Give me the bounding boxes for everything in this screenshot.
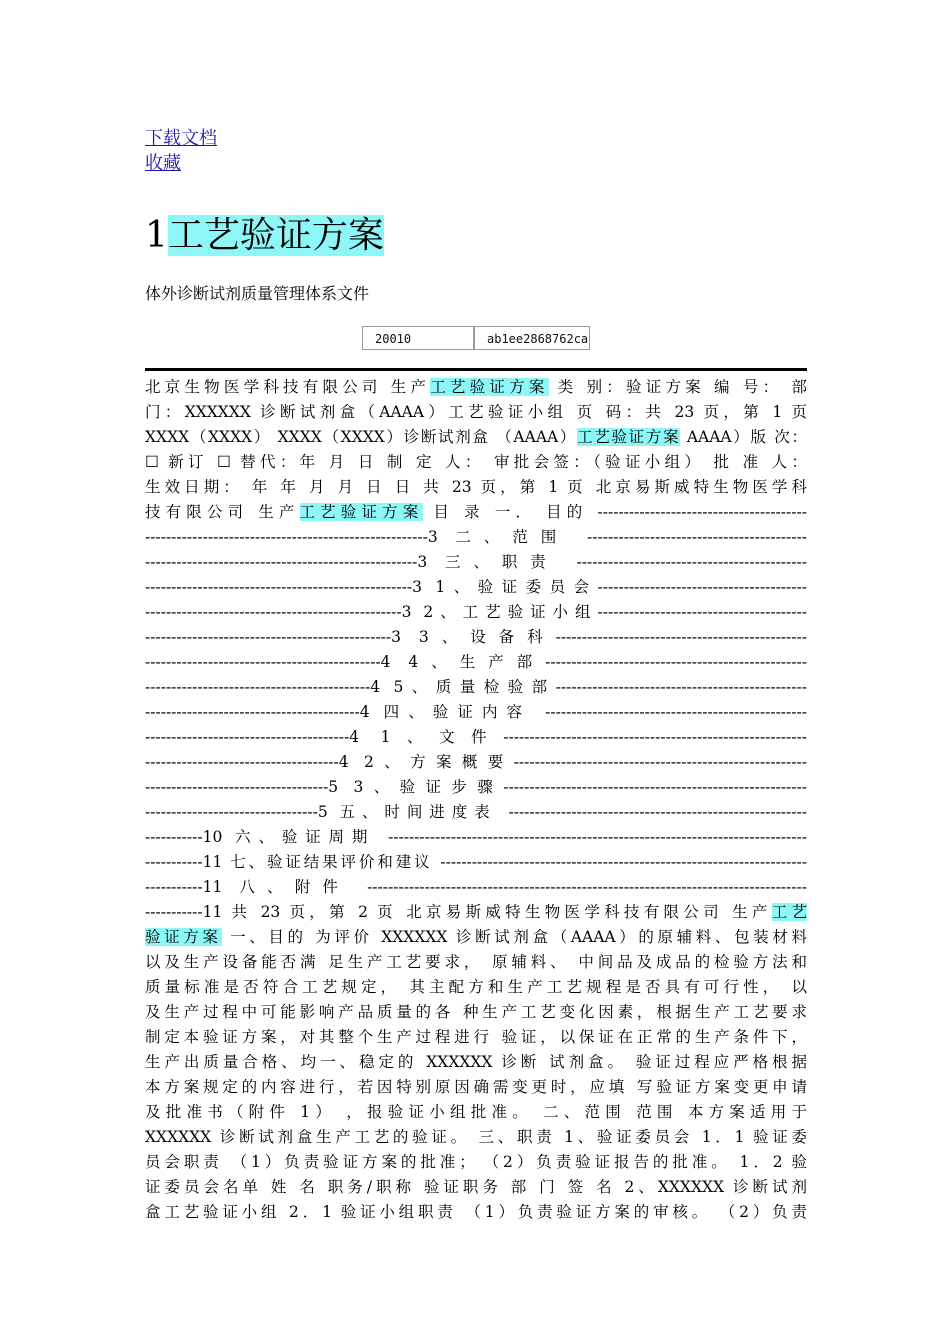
body-line [145,975,807,1000]
body-line [145,475,807,500]
body-line [145,850,807,875]
body-line [145,1050,807,1075]
body-text: 北京生物医学科技有限公司 生产 [145,378,431,396]
body-line [145,375,807,400]
info-table [362,326,807,350]
body-text: 制定本验证方案，对其整个生产过程进行 验证，以保证在正常的生产条件下， [145,1028,807,1046]
body-line [145,800,807,825]
body-text: 以及生产设备能否满 足生产工艺要求， 原辅料、 中间品及成品的检验方法和 [145,953,807,971]
title-highlight: 工艺验证方案 [167,215,384,256]
body-text: -------------------------------------------------3 2、工艺验证小组---------------------------------------- [145,603,807,621]
body-text: -----------------------------------5 3、验证步骤---------------------------------------------------------- [145,778,807,796]
body-text: 类 别：验证方案 编 号： 部 [548,378,807,396]
body-line [145,700,807,725]
body-line [145,750,807,775]
highlighted-text: 工艺验证方案 [577,428,681,446]
body-line [145,825,807,850]
body-text: -----------11 七、验证结果评价和建议 ---------------------------------------------------------------------- [145,853,807,871]
document-page [145,126,807,1225]
body-line [145,550,807,575]
body-line [145,1150,807,1175]
body-line [145,650,807,675]
body-text: 盒工艺验证小组 2．1 验证小组职责 （1）负责验证方案的审核。 （2）负责 [145,1203,807,1221]
body-text: ----------------------------------------------------3 三、职责 -------------------------------------------- [145,553,807,571]
body-text: ---------------------------------------------4 4、生产部-------------------------------------------------- [145,653,807,671]
body-text: ---------------------------------5 五、时间进度表 --------------------------------------------------------- [145,803,807,821]
body-text: -----------11 八、附件 ------------------------------------------------------------------------------------ [145,878,807,896]
body-line [145,525,807,550]
info-code-cell: 20010 [362,326,474,350]
body-line [145,625,807,650]
body-text: ------------------------------------------------------3 二、范围 ------------------------------------------ [145,528,807,546]
body-text: -------------------------------------4 2、方案概要-------------------------------------------------------- [145,753,807,771]
body-text: -----------------------------------------4 四、验证内容 -------------------------------------------------- [145,703,807,721]
highlighted-text: 验证方案 [145,928,222,946]
body-text: -------------------------------------------4 5、质量检验部------------------------------------------------ [145,678,807,696]
body-line [145,1200,807,1225]
body-text: 员会职责 （1）负责验证方案的批准； （2）负责验证报告的批准。 1．2 验 [145,1153,807,1171]
body-line [145,1075,807,1100]
body-text: 目 录 一． 目的 ---------------------------------------- [423,503,807,521]
title-number: 1 [145,215,168,256]
body-line [145,900,807,925]
highlighted-text: 工艺验证方案 [299,503,424,521]
body-line [145,575,807,600]
body-line [145,775,807,800]
highlighted-text: 工艺验证方案 [430,378,549,396]
body-line [145,450,807,475]
body-text: ---------------------------------------------------3 1、验证委员会---------------------------------------- [145,578,807,596]
body-line [145,725,807,750]
body-line [145,600,807,625]
body-text: 生效日期： 年 年 月 月 日 日 共 23 页，第 1 页 北京易斯威特生物医学科 [145,478,807,496]
body-text: 门：XXXXXX 诊断试剂盒（AAAA）工艺验证小组 页 码：共 23 页，第 1 页 [145,403,807,421]
body-text: AAAA）版 次： [680,428,807,446]
body-text: ☐ 新订 ☐ 替代：年 月 日 制 定 人： 审批会签：（验证小组） 批 准 人： [145,453,807,471]
body-text: 技有限公司 生产 [145,503,300,521]
body-line [145,675,807,700]
info-hash-cell: ab1ee2868762ca [474,326,590,350]
body-line [145,875,807,900]
body-text: 本方案规定的内容进行，若因特别原因确需变更时，应填 写验证方案变更申请 [145,1078,807,1096]
highlighted-text: 工艺 [771,903,807,921]
body-line [145,950,807,975]
body-text: XXXX（XXXX） XXXX（XXXX）诊断试剂盒 （AAAA） [145,428,578,446]
document-subtitle: 体外诊断试剂质量管理体系文件 [145,284,370,303]
body-text: XXXXXX 诊断试剂盒生产工艺的验证。 三、职责 1、验证委员会 1．1 验证委 [145,1128,807,1146]
body-line [145,1125,807,1150]
body-line [145,1025,807,1050]
body-line [145,500,807,525]
body-text: 质量标准是否符合工艺规定， 其主配方和生产工艺规程是否具有可行性， 以 [145,978,807,996]
body-line [145,925,807,950]
document-title [145,212,807,260]
body-text: -----------10 六、验证周期 -------------------------------------------------------------------------------- [145,828,807,846]
body-text: 一、目的 为评价 XXXXXX 诊断试剂盒（AAAA）的原辅料、包装材料 [221,928,807,946]
body-line [145,400,807,425]
body-text: -----------------------------------------------3 3、设备科------------------------------------------------ [145,628,807,646]
download-document-link[interactable]: 下载文档 [145,128,217,149]
body-line [145,1175,807,1200]
body-text: 及批准书（附件 1） ，报验证小组批准。 二、范围 范围 本方案适用于 [145,1103,807,1121]
body-text: 生产出质量合格、均一、稳定的 XXXXXX 诊断 试剂盒。 验证过程应严格根据 [145,1053,807,1071]
body-text: -----------11 共 23 页，第 2 页 北京易斯威特生物医学科技有限公司 生产 [145,903,772,921]
body-text: 证委员会名单 姓 名 职务/职称 验证职务 部 门 签 名 2、XXXXXX 诊断试剂 [145,1178,807,1196]
document-body [145,375,807,1225]
body-line [145,1000,807,1025]
body-text: 及生产过程中可能影响产品质量的各 种生产工艺变化因素，根据生产工艺要求 [145,1003,807,1021]
favorite-link[interactable]: 收藏 [145,153,181,174]
body-text: ---------------------------------------4 1、文件---------------------------------------------------------- [145,728,807,746]
body-line [145,1100,807,1125]
body-line [145,425,807,450]
horizontal-rule [145,368,807,371]
